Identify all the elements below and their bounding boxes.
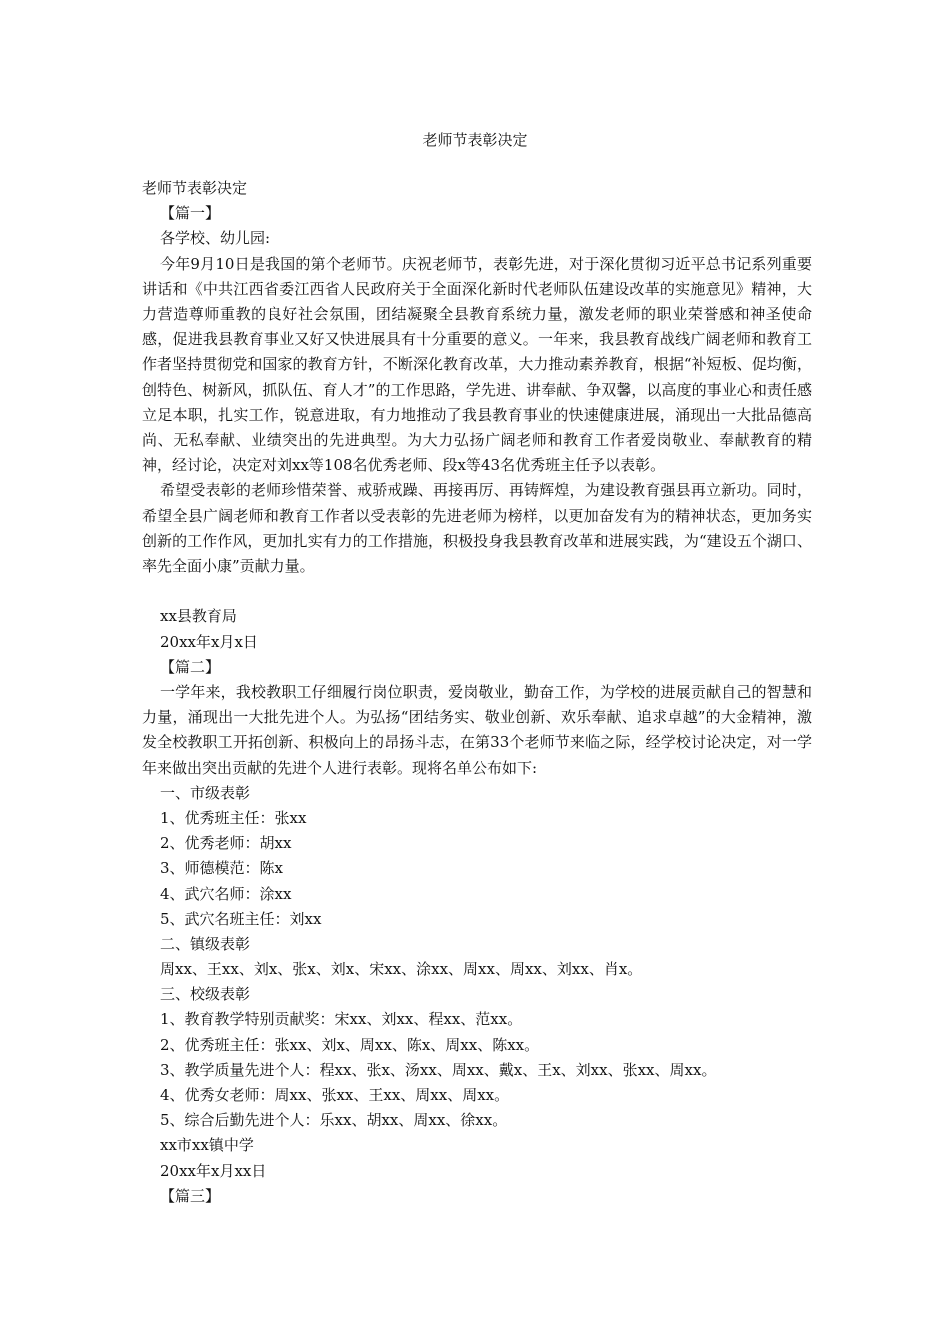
part2-section1-item: 2、优秀老师：胡xx bbox=[160, 834, 292, 853]
part2-section3-title: 三、校级表彰 bbox=[160, 985, 251, 1004]
part2-section1-title: 一、市级表彰 bbox=[160, 783, 251, 802]
part2-section3-item: 5、综合后勤先进个人：乐xx、胡xx、周xx、徐xx。 bbox=[160, 1111, 508, 1130]
part1-salutation: 各学校、幼儿园: bbox=[160, 229, 271, 248]
part2-signature-date: 20xx年x月xx日 bbox=[160, 1161, 267, 1180]
part2-section3-item: 4、优秀女老师：周xx、张xx、王xx、周xx、周xx。 bbox=[160, 1086, 510, 1105]
document-subtitle: 老师节表彰决定 bbox=[142, 179, 248, 197]
part1-signature-org: xx县教育局 bbox=[160, 607, 237, 626]
part2-section1-item: 1、优秀班主任：张xx bbox=[160, 808, 307, 827]
part2-section1-item: 4、武穴名师：涂xx bbox=[160, 884, 292, 903]
part1-signature-date: 20xx年x月x日 bbox=[160, 632, 258, 651]
part2-section1-item: 3、师德模范：陈x bbox=[160, 859, 284, 878]
part2-section3-item: 1、教育教学特别贡献奖：宋xx、刘xx、程xx、范xx。 bbox=[160, 1010, 523, 1029]
part2-section2-text: 周xx、王xx、刘x、张x、刘x、宋xx、涂xx、周xx、周xx、刘xx、肖x。 bbox=[160, 960, 643, 979]
part2-section2-title: 二、镇级表彰 bbox=[160, 934, 251, 953]
part1-heading: 【篇一】 bbox=[160, 204, 221, 223]
part2-signature-org: xx市xx镇中学 bbox=[160, 1136, 254, 1155]
part1-paragraph-1: 今年9月10日是我国的第个老师节。庆祝老师节，表彰先进，对于深化贯彻习近平总书记系列重要讲话和《中共江西省委江西省人民政府关于全面深化新时代老师队伍建设改革的实施意见》精神，大力营造尊师重教的良好社会氛围，团结凝聚全县教育系统力量，激发老师的职业荣誉感和神圣使命感，促进我县教育事业又好又快进展具有十分重要的意义。一年来，我县教育战线广阔老师和教育工作者坚持贯彻党和国家的教育方针，不断深化教育改革，大力推动素养教育，根据“补短板、促均衡，创特色、树新风，抓队伍、育人才”的工作思路，学先进、讲奉献、争双馨，以高度的事业心和责任感立足本职，扎实工作，锐意进取，有力地推动了我县教育事业的快速健康进展，涌现出一大批品德高尚、无私奉献、业绩突出的先进典型。为大力弘扬广阔老师和教育工作者爱岗敬业、奉献教育的精神，经讨论，决定对刘xx等108名优秀老师、段x等43名优秀班主任予以表彰。 bbox=[142, 254, 812, 475]
part2-section1-item: 5、武穴名班主任：刘xx bbox=[160, 909, 322, 928]
part2-paragraph-1: 一学年来，我校教职工仔细履行岗位职责，爱岗敬业，勤奋工作，为学校的进展贡献自己的智慧和力量，涌现出一大批先进个人。为弘扬“团结务实、敬业创新、欢乐奉献、追求卓越”的大金精神，激发全校教职工开拓创新、积极向上的昂扬斗志，在第33个老师节来临之际，经学校讨论决定，对一学年来做出突出贡献的先进个人进行表彰。现将名单公布如下: bbox=[142, 682, 812, 777]
blank-line bbox=[142, 579, 812, 604]
part3-heading: 【篇三】 bbox=[160, 1186, 221, 1205]
document-body bbox=[142, 176, 812, 1209]
part1-paragraph-2: 希望受表彰的老师珍惜荣誉、戒骄戒躁、再接再厉、再铸辉煌，为建设教育强县再立新功。同时，希望全县广阔老师和教育工作者以受表彰的先进老师为榜样，以更加奋发有为的精神状态，更加务实创新的工作作风，更加扎实有力的工作措施，积极投身我县教育改革和进展实践，为“建设五个湖口、率先全面小康”贡献力量。 bbox=[142, 481, 812, 575]
part2-section3-item: 3、教学质量先进个人：程xx、张x、汤xx、周xx、戴x、王x、刘xx、张xx、周xx。 bbox=[160, 1060, 717, 1079]
part2-heading: 【篇二】 bbox=[160, 657, 221, 676]
part2-section3-item: 2、优秀班主任：张xx、刘x、周xx、陈x、周xx、陈xx。 bbox=[160, 1035, 540, 1054]
document-title: 老师节表彰决定 bbox=[422, 131, 528, 149]
